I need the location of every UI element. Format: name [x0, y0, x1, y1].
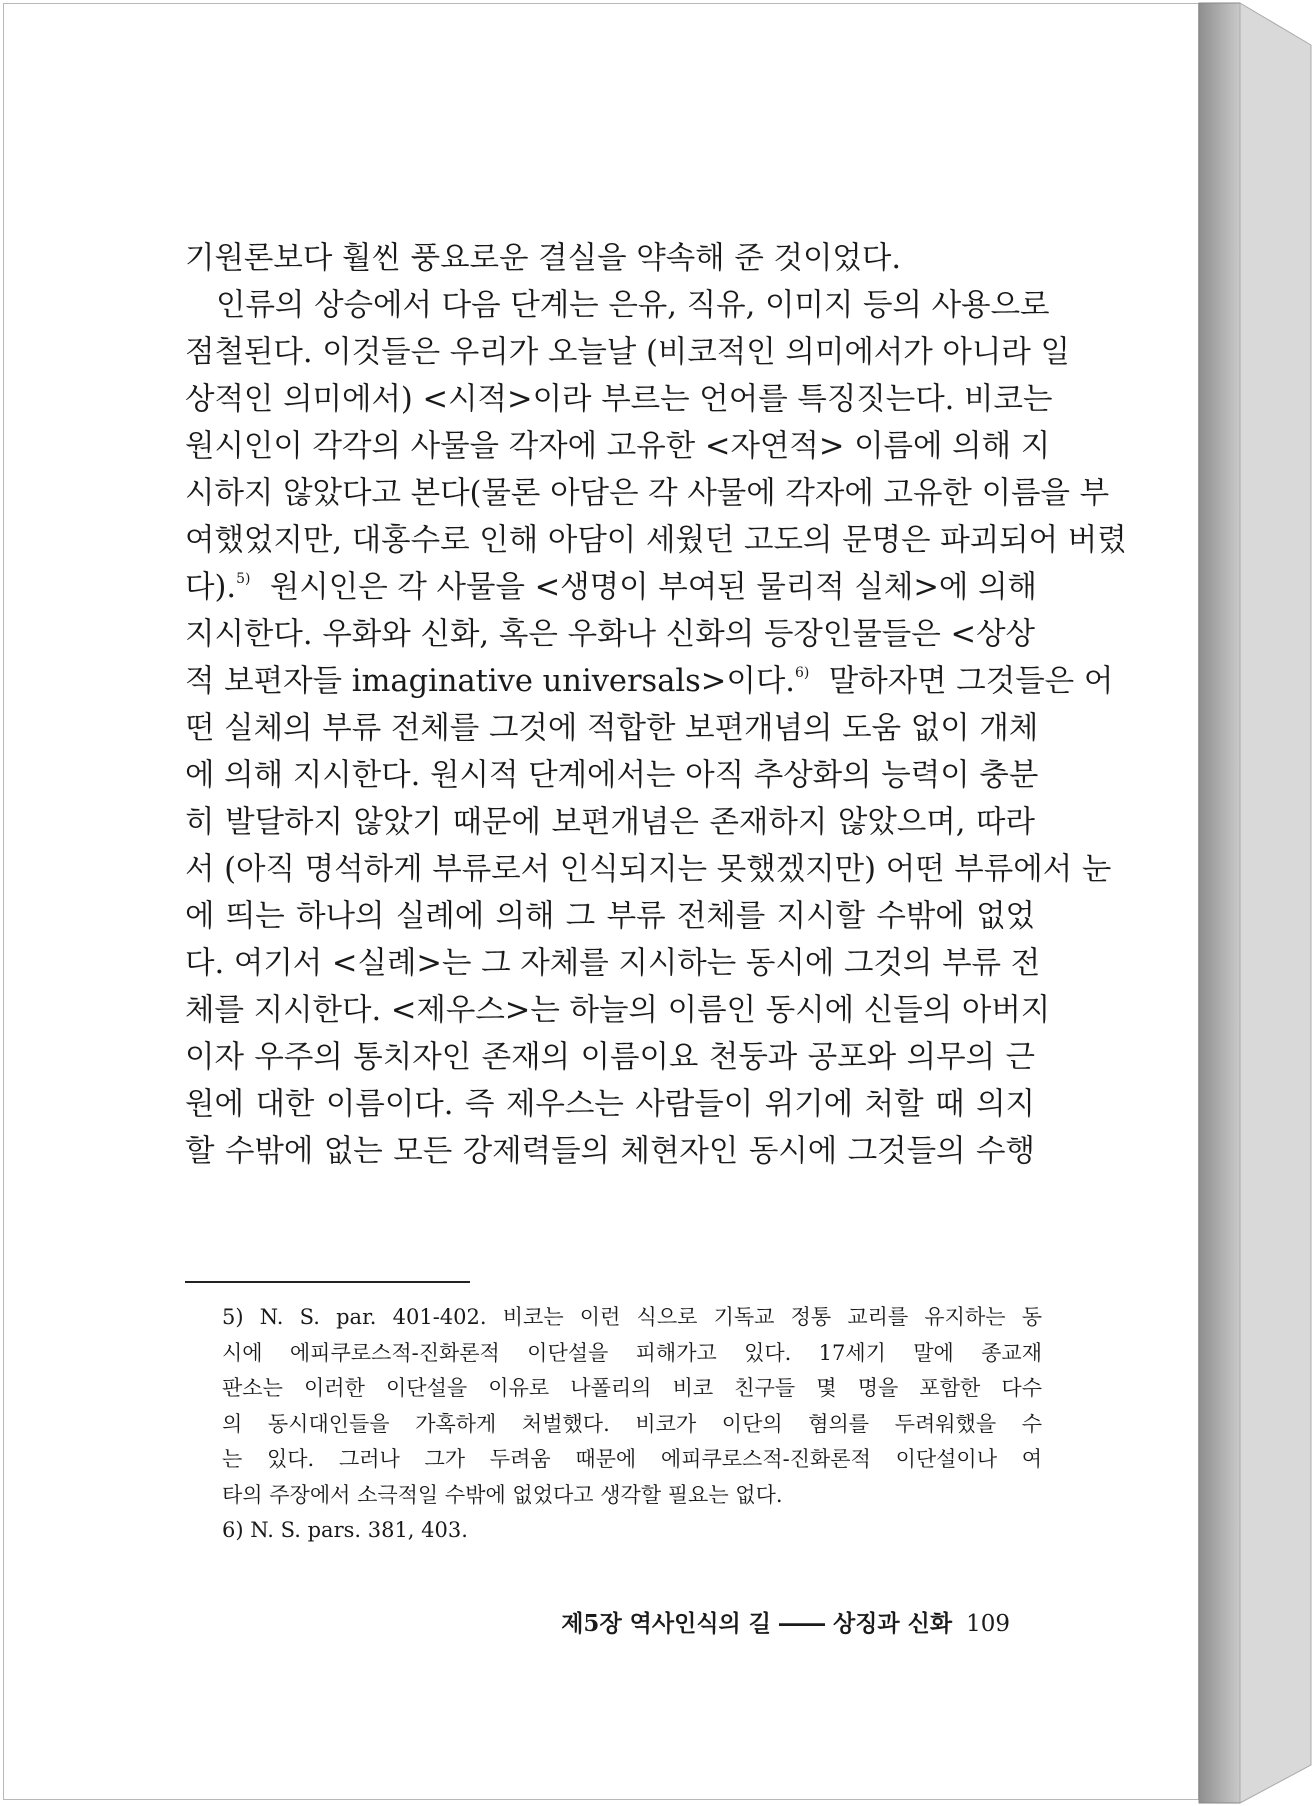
- body-line: 이자 우주의 통치자인 존재의 이름이요 천둥과 공포와 의무의 근: [185, 1040, 1035, 1075]
- footnote-line: 시에 에피쿠로스적-진화론적 이단설을 피해가고 있다. 17세기 말에 종교재: [222, 1340, 1042, 1365]
- body-line: 다. 여기서 <실례>는 그 자체를 지시하는 동시에 그것의 부류 전: [185, 946, 1041, 981]
- body-line: 체를 지시한다. <제우스>는 하늘의 이름인 동시에 신들의 아버지: [185, 993, 1051, 1028]
- body-line: 지시한다. 우화와 신화, 혹은 우화나 신화의 등장인물들은 <상상: [185, 617, 1035, 652]
- body-line: 떤 실체의 부류 전체를 그것에 적합한 보편개념의 도움 없이 개체: [185, 711, 1039, 746]
- footnote-line: 5) N. S. par. 401-402. 비코는 이런 식으로 기독교 정통 교리를 유지하는 동: [222, 1305, 1042, 1329]
- body-line-part: 다).: [185, 570, 237, 605]
- body-line: 여했었지만, 대홍수로 인해 아담이 세웠던 고도의 문명은 파괴되어 버렸: [185, 523, 1127, 558]
- body-line: [185, 658, 1114, 705]
- footnote-ref-6[interactable]: 6): [794, 665, 810, 681]
- body-line: 원에 대한 이름이다. 즉 제우스는 사람들이 위기에 처할 때 의지: [185, 1087, 1035, 1122]
- running-title: 제5장 역사인식의 길 ―― 상징과 신화: [561, 1610, 953, 1637]
- footnote-line: 판소는 이러한 이단설을 이유로 나폴리의 비코 친구들 몇 명을 포함한 다수: [222, 1376, 1042, 1400]
- body-line: 점철된다. 이것들은 우리가 오늘날 (비코적인 의미에서가 아니라 일: [185, 335, 1070, 370]
- footnote-line: 의 동시대인들을 가혹하게 처벌했다. 비코가 이단의 혐의를 두려워했을 수: [222, 1411, 1042, 1436]
- body-line: 인류의 상승에서 다음 단계는 은유, 직유, 이미지 등의 사용으로: [216, 288, 1050, 323]
- body-line: 기원론보다 훨씬 풍요로운 결실을 약속해 준 것이었다.: [185, 241, 902, 276]
- body-line: 히 발달하지 않았기 때문에 보편개념은 존재하지 않았으며, 따라: [185, 805, 1035, 840]
- body-line-part: 말하자면 그것들은 어: [828, 664, 1114, 699]
- body-text: [185, 235, 1127, 1175]
- footnote-line: 6) N. S. pars. 381, 403.: [222, 1518, 468, 1542]
- body-line-part: 원시인은 각 사물을 <생명이 부여된 물리적 실체>에 의해: [269, 570, 1037, 605]
- footnotes: [222, 1300, 1042, 1549]
- body-line: 에 의해 지시한다. 원시적 단계에서는 아직 추상화의 능력이 충분: [185, 758, 1039, 793]
- footnote-line: 는 있다. 그러나 그가 두려움 때문에 에피쿠로스적-진화론적 이단설이나 여: [222, 1447, 1042, 1471]
- body-line: 원시인이 각각의 사물을 각자에 고유한 <자연적> 이름에 의해 지: [185, 429, 1051, 464]
- footnote-line: 타의 주장에서 소극적일 수밖에 없었다고 생각할 필요는 없다.: [222, 1482, 783, 1507]
- body-line: 시하지 않았다고 본다(물론 아담은 각 사물에 각자에 고유한 이름을 부: [185, 476, 1110, 511]
- body-line: [185, 564, 1035, 611]
- body-line: 서 (아직 명석하게 부류로서 인식되지는 못했겠지만) 어떤 부류에서 눈: [185, 852, 1112, 887]
- body-line: 에 띄는 하나의 실례에 의해 그 부류 전체를 지시할 수밖에 없었: [185, 899, 1035, 934]
- running-footer: [540, 1608, 1010, 1640]
- body-line: 할 수밖에 없는 모든 강제력들의 체현자인 동시에 그것들의 수행: [185, 1134, 1035, 1169]
- page-number: 109: [966, 1611, 1010, 1637]
- footnote-ref-5[interactable]: 5): [236, 571, 251, 587]
- footnote-divider: [185, 1281, 470, 1283]
- body-line: 상적인 의미에서) <시적>이라 부르는 언어를 특징짓는다. 비코는: [185, 382, 1053, 417]
- body-line-part: 적 보편자들 imaginative universals>이다.: [185, 664, 795, 699]
